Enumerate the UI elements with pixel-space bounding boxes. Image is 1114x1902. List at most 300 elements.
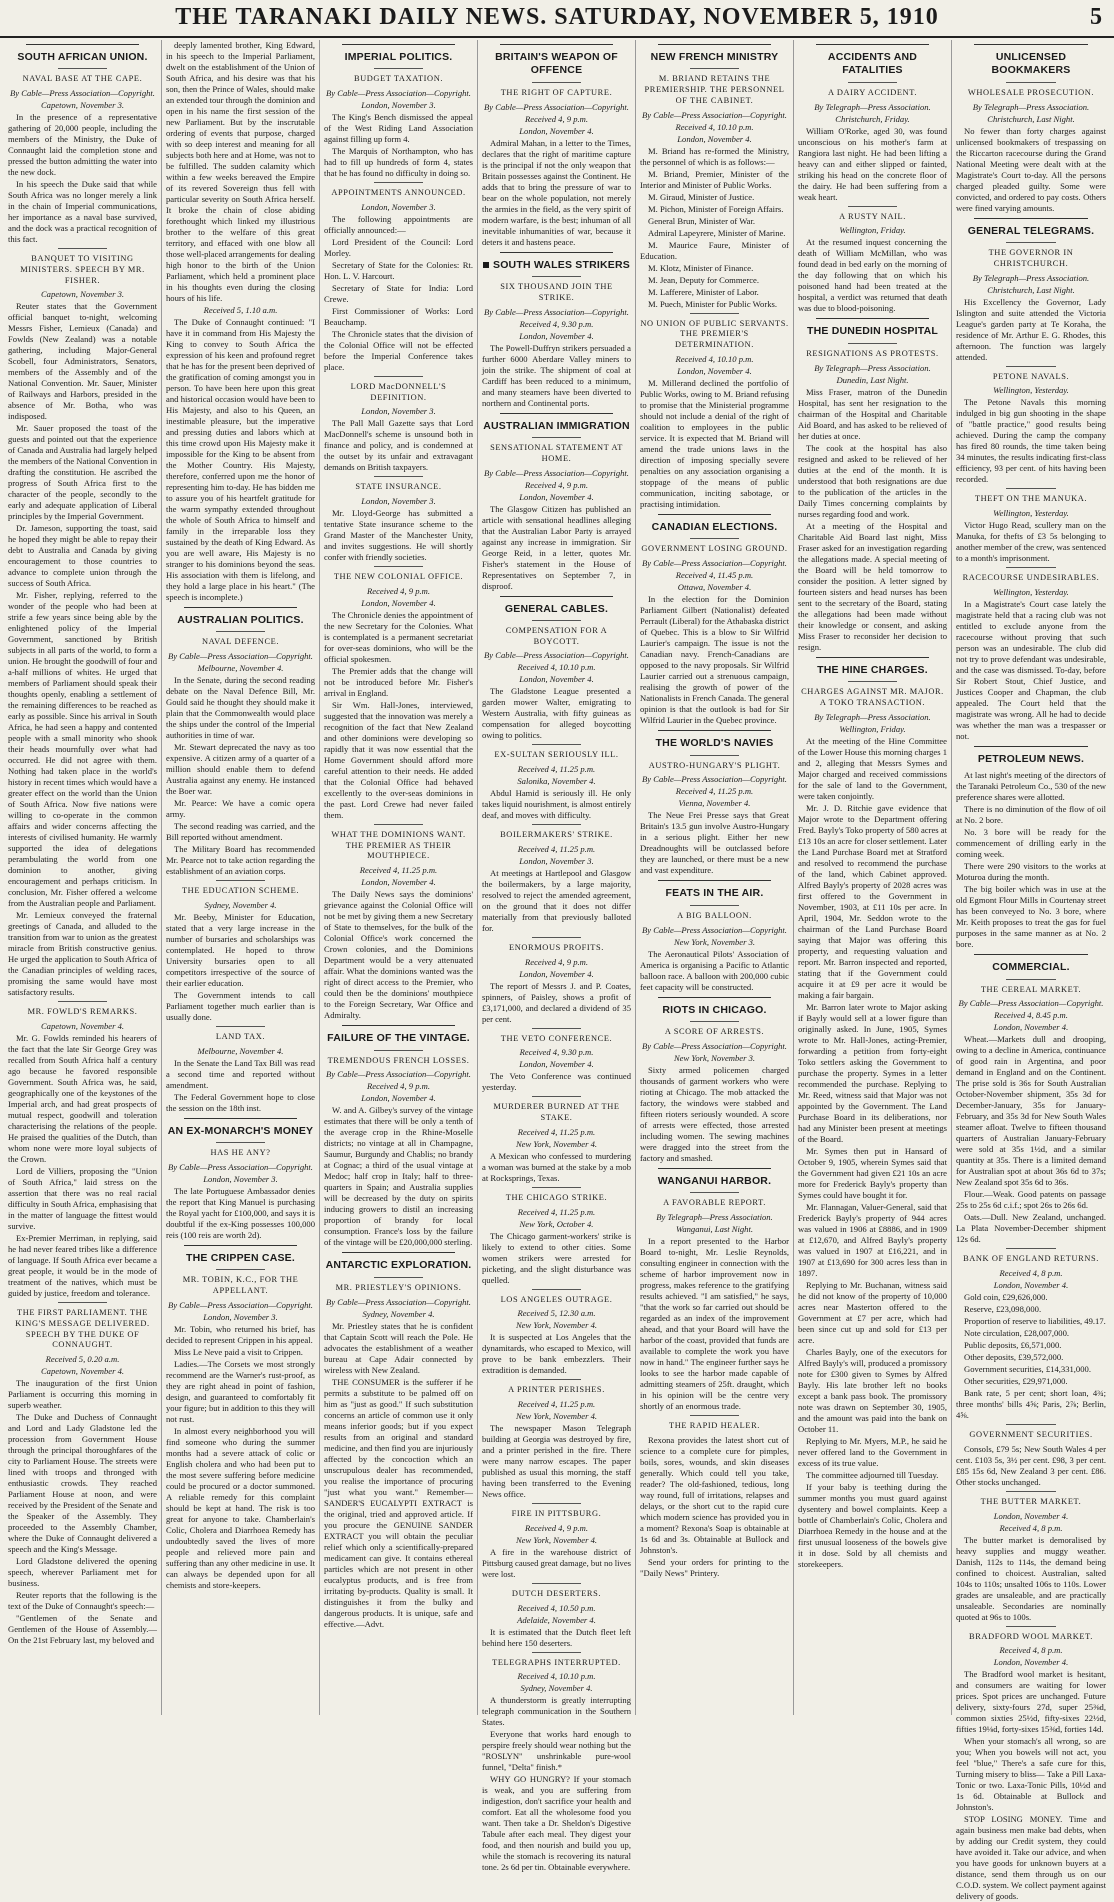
article-paragraph: In the Senate, during the second reading debate on the Naval Defence Bill, Mr. Gould said he thought they should make it plain that the Commonwealth would place the ships under the control of the Imperial authorities in time of war. (166, 675, 315, 741)
section-divider (342, 1252, 455, 1253)
article-subheading: THE EDUCATION SCHEME. (181, 886, 300, 896)
article-subheading: TELEGRAPHS INTERRUPTED. (492, 1657, 621, 1667)
article-subheading: LOS ANGELES OUTRAGE. (500, 1294, 613, 1304)
article (798, 206, 947, 315)
article (482, 413, 631, 592)
article-paragraph: When your stomach's all wrong, so are you; When you bowels will not act, you feel "blue," There's a safe cure for this, Turning misery to bliss— Take a Pill Laxa-Tonic or two. Laxa-Tonic Pills, 10½d and 1s 6d. Obtainable at Bullock and Johnston's. (956, 1736, 1106, 1813)
subhead-divider (374, 68, 423, 69)
subhead-divider (690, 1192, 739, 1193)
article-subheading: PETONE NAVALS. (992, 371, 1070, 381)
article-paragraph: Ex-Premier Merriman, in replying, said he had never feared tribes like a difference of language. If South Africa ever became a great people, it would be in the mode of treatment of the natives, which must be guided by justice, freedom and tolerance. (8, 1233, 157, 1299)
dateline: Vienna, November 4. (678, 798, 751, 809)
subhead-divider (216, 880, 265, 881)
dateline: Sydney, November 4. (520, 1683, 593, 1694)
article-subheading: THE RIGHT OF CAPTURE. (500, 87, 613, 97)
dateline: London, November 3. (519, 855, 594, 866)
dateline: Received 4, 9 p.m. (525, 1522, 588, 1533)
article-paragraph: The Veto Conference was continued yesterday. (482, 1071, 631, 1093)
article-paragraph: Mr. Sauer proposed the toast of the guests and pointed out that the experience of Canada and Australia had largely helped the members of the National Convention in drafting the constitution. He ascribed the progress of South Africa first to the character of the people, secondly to the early and adequate application of Liberal principles by the Imperial Government. (8, 423, 157, 522)
article-headline: AN EX-MONARCH'S MONEY (167, 1124, 314, 1137)
article-paragraph: No. 3 bore will be ready for the commencement of drilling early in the coming week. (956, 827, 1106, 860)
article-paragraph: At a meeting of the Hospital and Charitable Aid Board last night, Miss Fraser asked for an investigation regarding the allegations made. A special meeting of the Board will be held tomorrow to consider the position. A letter signed by fourteen sisters and head nurses has been sent to the secretary of the Board, stating the allegations had been made without their knowledge or consent, and asking Miss Fraser to reconsider her decision to resign. (798, 520, 947, 652)
article-subheading: MR. PRIESTLEY'S OPINIONS. (335, 1282, 462, 1292)
article (324, 1252, 473, 1629)
article-paragraph: Dr. Jameson, supporting the toast, said he hoped they might be able to repay their debt to Australia and Canada by giving encouragement to those countries to advance to complete union through the success of South Africa. (8, 523, 157, 589)
article-headline: THE DUNEDIN HOSPITAL (807, 325, 938, 338)
article-paragraph: Replying to Mr. Buchanan, witness said he did not know of the property of 10,000 acres near Masterton offered to the Government at £7 per acre, which had been since cut up and sold for £13 per acre. (798, 1279, 947, 1345)
article-paragraph: The Marquis of Northampton, who has had to fill up hundreds of form 4, states that he has found no difficulty in doing so. (324, 146, 473, 179)
article-paragraph: Oats.—Dull. New Zealand, unchanged. La Plata November-December shipment 12s 6d. (956, 1212, 1106, 1245)
dateline: Received 4, 8 p.m. (999, 1645, 1063, 1656)
section-divider (974, 746, 1088, 747)
article (798, 44, 947, 203)
article-paragraph: Flour.—Weak. Good patents on passage 25s to 25s 6d c.i.f.; spot 26s to 26s 6d. (956, 1189, 1106, 1211)
article-subheading: MURDERER BURNED AT THE STAKE. (493, 1102, 620, 1123)
dateline: New York, November 3. (673, 1052, 756, 1063)
subhead-divider (58, 248, 107, 249)
article-paragraph: The Powell-Duffryn strikers persuaded a further 6000 Aberdare Valley miners to join the strike. The shipment of coal at Cardiff has been reduced to a minimum, and many steamers have been diverted to northern and Continental ports. (482, 342, 631, 408)
article-paragraph: Public deposits, £6,571,000. (964, 1340, 1062, 1351)
dateline: London, November 3. (203, 1173, 278, 1184)
section-divider (658, 1168, 771, 1169)
article-paragraph: Secretary of State for the Colonies: Rt. Hon. L. V. Harcourt. (324, 259, 473, 281)
article (956, 218, 1106, 363)
article (956, 366, 1106, 486)
article (482, 1028, 631, 1094)
article-paragraph: Bank rate, 5 per cent; short loan, 4¾; three months' bills 4⅝; Paris, 2⅞; Berlin, 4⅝. (956, 1388, 1106, 1421)
article-paragraph: Mr. Beeby, Minister for Education, stated that a very large increase in the number of bursaries and scholarships was contemplated. He hoped to throw University bursaries open to all competitors irrespective of the source of their earlier education. (166, 911, 315, 988)
dateline: Received 4, 11.25 p.m. (517, 764, 596, 775)
article-subheading: DUTCH DESERTERS. (511, 1588, 602, 1598)
article (482, 252, 631, 409)
subhead-divider (532, 1379, 581, 1380)
article-paragraph: Mr. Flannagan, Valuer-General, said that Frederick Bayly's property of 944 acres was valued in 1906 at £8886, and in 1909 at £12,670, and Alfred Bayly's property was valued in 1907 at £16,221, and in 1907 at £13,690 for 300 acres less than in 1897. (798, 1201, 947, 1278)
article-paragraph: At meetings at Hartlepool and Glasgow the boilermakers, by a large majority, resolved to reject the amended agreement, on the ground that it does not differ materially from that previously balloted for. (482, 867, 631, 933)
page-number: 5 (1090, 4, 1102, 30)
dateline: Wellington, Friday. (839, 723, 906, 734)
article-paragraph: Everyone that works hard enough to perspire freely should wear nothing but the "ROSLYN" unshrinkable pure-wool funnel, "Delta" finish.* (482, 1729, 631, 1773)
section-divider (974, 44, 1088, 45)
article-paragraph: It is estimated that the Dutch fleet left behind here 150 deserters. (482, 1626, 631, 1648)
subhead-divider (690, 905, 739, 906)
subhead-divider (532, 824, 581, 825)
subhead-divider (216, 1026, 265, 1027)
article-headline: BRITAIN'S WEAPON OF OFFENCE (495, 51, 618, 77)
section-divider (342, 1025, 455, 1026)
article (324, 566, 473, 821)
column-7 (952, 40, 1110, 1902)
article-headline: ACCIDENTS AND FATALITIES (827, 51, 918, 77)
section-divider (974, 218, 1088, 219)
article-headline: FAILURE OF THE VINTAGE. (327, 1032, 470, 1045)
dateline: New York, November 4. (515, 1320, 598, 1331)
article-paragraph: The Government intends to call Parliament together much earlier than is usually done. (166, 989, 315, 1022)
dateline: By Cable—Press Association—Copyright. (642, 109, 787, 120)
article-paragraph: M. Maurice Faure, Minister of Education. (640, 239, 789, 261)
section-divider (184, 607, 297, 608)
dateline: By Cable—Press Association—Copyright. (326, 88, 471, 99)
article-paragraph: William O'Rorke, aged 30, was found unconscious on his mother's farm at Rangiora last night. He had been lifting a heavy can and either slipped or fainted, striking his head on the concrete floor of the dairy. He had been suffering from a weak heart. (798, 125, 947, 202)
article-paragraph: The cook at the hospital has also resigned and asked to be relieved of her duties at the end of the month. It is understood that both resignations are due to the publication of the articles in the Daily Times concerning complaints by nurses regarding food and work. (798, 442, 947, 519)
article-paragraph: THE CONSUMER is the sufferer if he permits a substitute to be palmed off on him as "just as good." If such substitution concerns an article of common use it only means inferior goods; but if you expect results from an original and standard medicine, and then find you are injuriously affected by the concoction which an unscrupulous dealer has recommended, you realise the importance of procuring "just what you want." Remember—SANDER'S EUCALYPTI EXTRACT is the original, tried and approved article. If you procure the GENUINE SANDER EXTRACT you will obtain the peculiar relief which only a scientifically-prepared medicament can give. It contains ethereal particles which are not present in other eucalyptus products, and is free from irritating by-products. Quality is small. It distinguishes it from the bulky and dangerous products. It is unique, safe and effective.—Advt. (324, 1376, 473, 1629)
dateline: London, November 4. (993, 1022, 1069, 1033)
article-paragraph: M. Briand, Premier, Minister of the Interior and Minister of Public Works. (640, 168, 789, 190)
article (324, 1025, 473, 1248)
article-paragraph: Lord President of the Council: Lord Morley. (324, 236, 473, 258)
dateline: Received 4, 10.10 p.m. (675, 121, 754, 132)
article-headline: THE HINE CHARGES. (817, 663, 928, 676)
article-subheading: CHARGES AGAINST MR. MAJOR. A TOKO TRANSACTION. (801, 687, 944, 707)
subhead-divider (58, 1001, 107, 1002)
dateline: Capetown, November 4. (40, 1021, 125, 1032)
article-subheading: THE NEW COLONIAL OFFICE. (333, 572, 464, 582)
article-subheading: M. BRIAND RETAINS THE PREMIERSHIP. THE PERSONNEL OF THE CABINET. (644, 74, 785, 105)
article-headline: IMPERIAL POLITICS. (344, 51, 453, 63)
column-5 (636, 40, 794, 1715)
subhead-divider (1006, 488, 1056, 489)
article-subheading: RESIGNATIONS AS PROTESTS. (806, 348, 939, 358)
article (324, 376, 473, 474)
dateline: London, November 3. (361, 201, 436, 212)
article-subheading: A RUSTY NAIL. (839, 211, 906, 221)
dateline: Received 4, 11.25 p.m. (675, 786, 754, 797)
dateline: New York, October 4. (519, 1218, 594, 1229)
dateline: By Telegraph—Press Association. (814, 711, 931, 722)
dateline: By Cable—Press Association—Copyright. (484, 650, 629, 661)
dateline: London, November 4. (361, 1093, 436, 1104)
article-subheading: GOVERNMENT SECURITIES. (969, 1430, 1093, 1440)
column-2 (162, 40, 320, 1715)
article-paragraph: The following appointments are officially announced:— (324, 213, 473, 235)
article-paragraph: Secretary of State for India: Lord Crewe. (324, 282, 473, 304)
subhead-divider (216, 631, 265, 632)
article-paragraph: In a Magistrate's Court case lately the magistrate held that a racing club was not entitled to exclude anyone from the racecourse without proving that such person was an undesirable. The club did not try to prove defendant was undesirable, and the case was dismissed. To-day, before Sir Robert Stout, Chief Justice, and Justices Cooper and Chapman, the club appealed. The Court held that the magistrate was wrong. All he had to decide was whether the man was a trespasser or not. (956, 598, 1106, 741)
dateline: Sydney, November 4. (362, 1308, 435, 1319)
dateline: London, November 4. (519, 674, 594, 685)
dateline: By Cable—Press Association—Copyright. (168, 1161, 313, 1172)
dateline: By Cable—Press Association—Copyright. (10, 88, 155, 99)
article-paragraph: At last night's meeting of the directors of the Taranaki Petroleum Co., 530 of the new preference shares were allotted. (956, 770, 1106, 803)
article-paragraph: The Chicago garment-workers' strike is likely to extend to other cities. Some women strikers were arrested for picketing, and the slight disturbance was quelled. (482, 1230, 631, 1285)
subhead-divider (848, 206, 897, 207)
dateline: Received 4, 10.50 p.m. (517, 1602, 596, 1613)
article-subheading: THE CEREAL MARKET. (980, 984, 1082, 994)
section-divider (184, 1245, 297, 1246)
subhead-divider (374, 182, 423, 183)
article (640, 313, 789, 510)
article-paragraph: Mr. Lloyd-George has submitted a tentative State insurance scheme to the Grand Master of the Manchester Unity, and invites suggestions. He will shortly confer with friendly societies. (324, 508, 473, 563)
dateline: Capetown, November 4. (40, 1366, 125, 1377)
article-paragraph: M. Briand has re-formed the Ministry, the personnel of which is as follows:— (640, 145, 789, 167)
article-subheading: SENSATIONAL STATEMENT AT HOME. (490, 443, 623, 463)
article-paragraph: M. Millerand declined the portfolio of Public Works, owing to M. Briand refusing to promise that the Ministerial programme should not include a denial of the right of coalition to employees in the public service. It is expected that M. Briand will amend the trade unions laws in the direction of imposing specially severe penalties on any association organising a stoppage of the means of public communication, inciting sabotage, or practising intimidation. (640, 377, 789, 509)
article (956, 1626, 1106, 1902)
dateline: New York, November 4. (515, 1138, 598, 1149)
article-paragraph: Rexona provides the latest short cut of science to a complete cure for pimples, boils, sores, wounds, and skin diseases generally. Which could tell you take, reader? The old-fashioned, tedious, long way round, full of irritations, relapses and delays, or the short cut to the rapid cure which modern science has provided you in a moment? Rexona's Soap is obtainable at 1s 6d and 3s. Obtainable at Bullock and Johnston's. (640, 1434, 789, 1555)
article-paragraph: Reuter states that the Government official banquet to-night, welcoming Messrs Fisher, Lemieux (Canada) and Fowlds (New Zealand) was a notable gathering, including Major-General Scobell, four Administrators, Senators, members of the Assembly and of the National Convention. Mr. Sauer, Minister of Railways and Harbors, presided in the absence of Mr. Botha, who was indisposed. (8, 301, 157, 422)
dateline: Received 4, 8.45 p.m. (994, 1010, 1068, 1021)
article-subheading: LAND TAX. (215, 1031, 266, 1041)
article-subheading: MR. TOBIN, K.C., FOR THE APPELLANT. (182, 1275, 299, 1296)
article (640, 1168, 789, 1412)
dateline: Received 4, 10.10 p.m. (517, 1671, 596, 1682)
subhead-divider (58, 1302, 107, 1303)
subhead-divider (532, 744, 581, 745)
article (8, 1302, 157, 1646)
column-4 (478, 40, 636, 1873)
dateline: Wanganui, Last Night. (675, 1223, 754, 1234)
dateline: Received 4, 11.25 p.m. (517, 1206, 596, 1217)
dateline: Received 4, 8 p.m. (999, 1522, 1063, 1533)
article-headline: THE WORLD'S NAVIES (655, 737, 774, 750)
article-paragraph: A thunderstorm is greatly interrupting telegraph communication in the Southern States. (482, 1695, 631, 1728)
article-paragraph: A fire in the warehouse district of Pittsburg caused great damage, but no lives were lost. (482, 1546, 632, 1579)
article-headline (482, 259, 631, 272)
subhead-divider (532, 620, 581, 621)
dateline: By Cable—Press Association—Copyright. (326, 1069, 471, 1080)
section-divider (500, 252, 613, 253)
article-subheading: APPOINTMENTS ANNOUNCED. (331, 188, 466, 198)
article-subheading: WHOLESALE PROSECUTION. (967, 87, 1095, 97)
subhead-divider (1006, 1626, 1056, 1627)
subhead-divider (690, 1021, 739, 1022)
article-paragraph: "Gentlemen of the Senate and Gentlemen of the House of Assembly.—On the 21st February last, my beloved and (8, 1613, 157, 1646)
article (798, 318, 947, 652)
article-paragraph: At the resumed inquest concerning the death of William McMillan, who was found dead in bed early on the morning of the day following that on which his poisoned hand had been treated at the hospital, a verdict was returned that death was due to blood-poisoning. (798, 237, 947, 314)
subhead-divider (216, 1142, 265, 1143)
article-paragraph: Lord de Villiers, proposing the "Union of South Africa," laid stress on the assertion that there was no real racial difficulty in South Africa, emphasising that in the matter of language the fittest would survive. (8, 1166, 157, 1232)
newspaper-masthead-title: THE TARANAKI DAILY NEWS. SATURDAY, NOVEMBER 5, 1910 (175, 4, 939, 30)
article (166, 607, 315, 877)
dateline: Christchurch, Last Night. (987, 113, 1075, 124)
article-paragraph: Mr. Barron later wrote to Major asking if Bayly would sell at a lower figure than originally asked. In June, 1905, Symes wrote to Mr. Hall-Jones, acting-Premier, forwarding a petition from forty-eight Toko settlers asking the Government to purchase the property. Symes in a letter recommended the purchase. Replying to Mr. Reed, witness said that Major was not appointed by the Government. The Land Purchase Board in its deliberations, nor had any Minister been present at meetings of the Board. (798, 1001, 947, 1144)
dateline: Received 4, 9.30 p.m. (519, 318, 594, 329)
article-paragraph: Sir Wm. Hall-Jones, interviewed, suggested that the innovation was merely a recognition of the fact that New Zealand and other dominions were developing so rapidly that it was now essential that the Home Government should afford more careful attention to their needs. He added that the Colonial Office had behaved excellently to the over-seas dominions in the past. Lord Crewe had never failed them. (324, 699, 473, 820)
article-subheading: A PRINTER PERISHES. (508, 1385, 605, 1395)
article-headline: RIOTS IN CHICAGO. (662, 1003, 767, 1016)
article-subheading: THE BUTTER MARKET. (980, 1496, 1082, 1506)
article-headline: GENERAL TELEGRAMS. (967, 224, 1095, 237)
article-paragraph: The big boiler which was in use at the old Egmont Flour Mills in Courtenay street has been conveyed to No. 3 bore, where Mr. Keith proposes to treat the gas for fuel purposes in the same manner as at No. 2 bore. (956, 884, 1106, 950)
subhead-divider (532, 82, 581, 83)
subhead-divider (848, 343, 897, 344)
dateline: Wellington, Friday. (839, 225, 906, 236)
article-paragraph: The Aeronautical Pilots' Association of America is organising a Pacific to Atlantic balloon race. A balloon with 200,000 cubic feet capacity will be constructed. (640, 948, 789, 992)
article-headline: SOUTH AFRICAN UNION. (17, 51, 148, 63)
article (956, 567, 1106, 742)
section-divider (500, 413, 613, 414)
dateline: Received 4, 9 p.m. (525, 113, 588, 124)
bullet-square-icon (483, 262, 489, 268)
article-headline: NEW FRENCH MINISTRY (650, 51, 779, 63)
subhead-divider (532, 1187, 581, 1188)
section-divider (500, 596, 613, 597)
dateline: Received 5, 0.20 a.m. (45, 1354, 120, 1365)
dateline: London, November 4. (519, 1059, 594, 1070)
article-paragraph: Mr. Stewart deprecated the navy as too expensive. A citizen army of a quarter of a million should enable them to defend Australia against any enemy. He instanced the Boer war. (166, 742, 315, 797)
dateline: Received 4, 11.25 p.m. (517, 1399, 596, 1410)
dateline: Wellington, Yesterday. (993, 586, 1069, 597)
article (640, 44, 789, 310)
dateline: Dunedin, Last Night. (836, 374, 909, 385)
article-paragraph: Sixty armed policemen charged thousands of garment workers who were rioting at Chicago. The mob attacked the factory, the windows were stabbed and fifteen rioters seriously wounded. A score of arrests were effected, those arrested including women. The sewing machines were dragged into the street from the factory and smashed. (640, 1064, 789, 1163)
article (482, 1289, 631, 1377)
article (956, 1248, 1106, 1421)
subhead-divider (532, 276, 581, 277)
article-paragraph: The Bradford wool market is hesitant, and consumers are waiting for lower prices. Spot prices are unchanged. Future delivery, sixty-fours 27d, super 25⅜d, common sixties 25½d, fifty-sixes 22½d, fifties 19⅛d, forty-sixes 15⅜d, forties 14d. (956, 1669, 1106, 1735)
article (956, 1491, 1106, 1623)
article-paragraph: The Daily News says the dominions' grievance against the Colonial Office will not be met by giving them a new Secretary of State to themselves, for the bulk of the Colonial Office's work concerned the Crown colonies, and the Dominions Department would be a very attenuated affair. What the dominions wanted was the right of direct access to the Premier, who could then be the dominions' mouthpiece to the Foreign Secretary, War Office and Admiralty. (324, 889, 473, 1021)
article-subheading: BOILERMAKERS' STRIKE. (500, 830, 613, 840)
article-subheading: THE FIRST PARLIAMENT. THE KING'S MESSAGE DELIVERED. SPEECH BY THE DUKE OF CONNAUGHT. (15, 1308, 150, 1350)
article-paragraph: Mr. Priestley states that he is confident that Captain Scott will reach the Pole. He advocates the establishment of a weather bureau at Cape Adair connected by wireless with New Zealand. (324, 1320, 473, 1375)
article (482, 44, 631, 248)
dateline: Wellington, Yesterday. (993, 385, 1069, 396)
article-paragraph: Admiral Mahan, in a letter to the Times, declares that the right of maritime capture is the principal if not the only weapon that Britain possesses against the Continent. He adds that to bring the pressure of war to bear on the whole population, not merely the armies in the field, as the very spirit of modern warfare, is the best; inhuman of all inevitable inhumanities of war, because it deters it and hastens peace. (482, 137, 631, 247)
dateline: Received 4, 11.25 p.m. (359, 865, 438, 876)
article-subheading: ENORMOUS PROFITS. (509, 942, 604, 952)
subhead-divider (374, 376, 423, 377)
article (166, 40, 315, 603)
article-subheading: STATE INSURANCE. (355, 482, 442, 492)
dateline: Melbourne, November 4. (197, 663, 284, 674)
article-paragraph: The Petone Navals this morning indulged in big gun shooting in the shape of "battle practice," good results being achieved. During the camp the company has fired 80 rounds, the time taken being 34 minutes, the results indicating first-class efficiency, 93 per cent. of hits having been recorded. (956, 397, 1106, 485)
article-paragraph: In a report presented to the Harbor Board to-night, Mr. Leslie Reynolds, consulting engineer in connection with the scheme of harbor improvement now in progress, makes reference to the gratifying results achieved. "I am satisfied," he says, "that the work so far carried out should be regarded as an index of the improvement ahead, and that your Board will have the harbor of the coast, provided that funds are available to complete the work you have now in hand." The engineer further says he looks to see the harbor made capable of admitting steamers of 25ft. draught, which in his opinion will be the centre very shortly of an enormous trade. (640, 1235, 789, 1411)
dateline: London, November 3. (203, 1311, 278, 1322)
article-paragraph: WHY GO HUNGRY? If your stomach is weak, and you are suffering from indigestion, don't sacrifice your health and comfort. Eat all the wholesome food you want. Then take a Dr. Sheldon's Digestive Tabule after each meal. They digest your food, and then nourish and build you up, while the stomach is recovering its natural tone. 2s 6d per tin. Obtainable everywhere. (482, 1774, 631, 1873)
article-paragraph: The second reading was carried, and the Bill reported without amendment. (166, 821, 315, 843)
section-divider (658, 880, 771, 881)
dateline: Received 4, 11.25 p.m. (517, 843, 596, 854)
dateline: Received 4, 10.10 p.m. (517, 662, 596, 673)
section-divider (26, 44, 139, 45)
article (324, 44, 473, 179)
newspaper-columns (4, 40, 1110, 1902)
article (482, 596, 631, 742)
article-paragraph: M. Pichon, Minister of Foreign Affairs. (648, 203, 784, 214)
article-subheading: AUSTRO-HUNGARY'S PLIGHT. (648, 760, 781, 770)
dateline: Received 4, 11.25 p.m. (517, 1126, 596, 1137)
article-subheading: BANK OF ENGLAND RETURNS. (963, 1254, 1099, 1264)
dateline: London, November 4. (519, 491, 594, 502)
article-paragraph: The butter market is demoralised by heavy supplies and muggy weather. Danish, 112s to 114s, the demand being confined to choicest. Australian, salted 104s to 110s; unsalted 106s to 110s. Lower grades are unsaleable, and are practically unsaleable. Secondaries are nominally quoted at 96s to 100s. (956, 1534, 1106, 1622)
dateline: Capetown, November 3. (40, 100, 125, 111)
article (166, 880, 315, 1023)
article-paragraph: Mr. Tobin, who returned his brief, has decided to represent Crippen in his appeal. (166, 1323, 315, 1345)
subhead-divider (532, 437, 581, 438)
dateline: London, November 4. (519, 330, 594, 341)
subhead-divider (216, 1269, 265, 1270)
subhead-divider (58, 68, 107, 69)
article (166, 1118, 315, 1241)
dateline: London, November 4. (361, 597, 436, 608)
article (956, 746, 1106, 950)
article-subheading: THE RAPID HEALER. (669, 1420, 760, 1430)
subhead-divider (1006, 366, 1056, 367)
subhead-divider (374, 1050, 423, 1051)
article-subheading: A DAIRY ACCIDENT. (827, 87, 918, 97)
article-subheading: TREMENDOUS FRENCH LOSSES. (327, 1055, 470, 1065)
article-subheading: GOVERNMENT LOSING GROUND. (641, 544, 788, 554)
article-paragraph: Ladies.—The Corsets we most strongly recommend are the Warner's rust-proof, as they are right ahead in point of fashion, design, and guaranteed to comfortably fit your figure; but in addition to this they will not rust. (166, 1358, 315, 1424)
article-paragraph: STOP LOSING MONEY. Time and again business men make bad debts, when by adding our Credit system, they could have avoided it. Take our advice, and when you have goods for unknown buyers at a distance, send them through us on our C.O.D. system. We collect payment against delivery of goods. (956, 1814, 1106, 1902)
article (640, 997, 789, 1164)
article-paragraph: Mr. G. Fowlds reminded his hearers of the fact that the late Sir George Grey was recalled from South Africa half a century ago because he favored responsible Government. South Africa was, he said, geographically one of the keystones of the Imperial arch, and had great prospects of mutual respect, goodwill and toleration characterising the relations of the people. He praised the qualities of the Dutch, than whom none were more loyal subjects of the Crown. (8, 1033, 157, 1165)
dateline: London, November 4. (361, 877, 436, 888)
article (798, 657, 947, 1570)
article-paragraph: In the Senate the Land Tax Bill was read a second time and reported without amendment. (166, 1057, 315, 1090)
dateline: Sydney, November 4. (204, 899, 277, 910)
dateline: By Cable—Press Association—Copyright. (484, 101, 629, 112)
article-paragraph: Mr. Lemieux conveyed the fraternal greetings of Canada, and alluded to the transition from war to union as the greatest miracle from British constructive genius. He urged the application to South Africa of the Canadian principles of welding races, promising the same would have most satisfactory results. (8, 910, 157, 998)
article-paragraph: At the meeting of the Hine Committee of the Lower House this morning charges 1 and 2, alleging that Messrs Symes and Major charged and received commissions for the sale of land to the Government, were taken conjointly. (798, 735, 948, 801)
article (8, 44, 157, 245)
subhead-divider (690, 755, 739, 756)
article-paragraph: In almost every neighborhood you will find someone who during the summer months had a severe attack of colic or English cholera and who had been put to the most severe suffering before medicine could be procured or a doctor summoned. A reliable remedy for this complaint should be kept at hand. The risk is too great for anyone to take. Chamberlain's Colic, Cholera and Diarrhoea Remedy has undoubtedly saved the lives of more people and relieved more pain and suffering than any other medicine in use. It can always be depended upon for all chemists and store-keepers. (166, 1425, 315, 1590)
article-paragraph: Gold coin, £29,626,000. (964, 1292, 1048, 1303)
article (8, 1001, 157, 1299)
dateline: By Cable—Press Association—Copyright. (168, 651, 313, 662)
dateline: By Cable—Press Association—Copyright. (642, 1040, 787, 1051)
article-headline: ANTARCTIC EXPLORATION. (325, 1259, 472, 1272)
dateline: Received 4, 8 p.m. (999, 1268, 1063, 1279)
article-paragraph: The Neue Frei Presse says that Great Britain's 13.5 gun involve Austro-Hungary in a serious plight. Either her new Dreadnoughts will be outclassed before they are launched, or there must be a new and vast expenditure. (640, 810, 789, 876)
subhead-divider (374, 1277, 423, 1278)
dateline: By Cable—Press Association—Copyright. (484, 467, 629, 478)
article-paragraph: deeply lamented brother, King Edward, in his speech to the Imperial Parliament, dwelt on the establishment of the Union of South Africa, and his desire was that his son, then the Prince of Wales, should make an extended tour through the dominion and open in his name the first session of the new Parliament. But by the inscrutable ordering of events that purpose, charged with so deep interest and meaning for all subjects both here and at Home, was not to be fulfilled. The sudden calamity which within a few weeks bereaved the Empire of its revered Sovereign thus fell with particular severity on South Africa herself. It broke the chain of close abiding forethought which linked my illustrious brother to the welfare of this great territory, and effaced with one blow all those well-placed arrangements for dealing high honor to the birth of the Union Parliament, which held a prominent place in his thoughts even during the closing hours of his life. (166, 40, 315, 303)
dateline: Capetown, November 3. (40, 289, 125, 300)
article-subheading: SIX THOUSAND JOIN THE STRIKE. (500, 282, 613, 302)
article-paragraph: Send your orders for printing to the "Daily News" Printery. (640, 1556, 789, 1578)
column-3 (320, 40, 478, 1715)
article-paragraph: Replying to Mr. Myers, M.P., he said he never offered land to the Government in excess of its true value. (798, 1435, 947, 1468)
dateline: Christchurch, Friday. (835, 113, 910, 124)
article (956, 44, 1106, 214)
article-headline: PETROLEUM NEWS. (977, 752, 1085, 765)
subhead-divider (374, 566, 423, 567)
article-paragraph: M. Puech, Minister for Public Works. (648, 298, 778, 309)
article-headline: UNLICENSED BOOKMAKERS (991, 51, 1071, 77)
subhead-divider (532, 937, 581, 938)
article-subheading: FIRE IN PITTSBURG. (511, 1509, 602, 1519)
article-subheading: RACECOURSE UNDESIRABLES. (962, 573, 1100, 583)
dateline: New York, November 4. (515, 1411, 598, 1422)
column-1 (4, 40, 162, 1715)
subhead-divider (532, 1096, 581, 1097)
article (324, 824, 473, 1021)
article-paragraph: Other deposits, £39,572,000. (964, 1352, 1064, 1363)
dateline: London, November 4. (993, 1280, 1069, 1291)
dateline: London, November 4. (519, 125, 594, 136)
article-paragraph: The late Portuguese Ambassador denies the report that King Manuel is purchasing the Royal yacht for £100,000, and says it is doubtful if the ex-King possesses 100,000 reis (100 reis are worth 2d). (166, 1185, 315, 1240)
article-paragraph: M. Jean, Deputy for Commerce. (648, 274, 759, 285)
dateline: New York, November 3. (673, 936, 756, 947)
article-subheading: HAS HE ANY? (210, 1148, 271, 1158)
article-paragraph: The committee adjourned till Tuesday. (806, 1469, 939, 1480)
dateline: London, November 4. (993, 1657, 1069, 1668)
dateline: By Telegraph—Press Association. (972, 101, 1090, 112)
article-headline: WANGANUI HARBOR. (657, 1174, 772, 1187)
section-divider (658, 44, 771, 45)
subhead-divider (532, 1028, 581, 1029)
subhead-divider (532, 1503, 581, 1504)
article-subheading: EX-SULTAN SERIOUSLY ILL. (494, 750, 619, 760)
article-subheading: A FAVORABLE REPORT. (663, 1198, 766, 1208)
dateline: Melbourne, November 4. (197, 1045, 284, 1056)
article-paragraph: The King's Bench dismissed the appeal of the West Riding Land Association against filling up form 4. (324, 112, 473, 145)
article-paragraph: There were 290 visitors to the works at Moturoa during the month. (956, 861, 1106, 883)
article-paragraph: The Duke and Duchess of Connaught and Lord and Lady Gladstone led the procession from Government House through the principal thoroughfares of the city to Parliament House. The streets were lined with troops and thronged with enthusiastic crowds. They reached Parliament House at noon, and were received by the President of the Senate and the Speaker of the Assembly. They proceeded to the Assembly Chamber, where the Duke of Connaught delivered a speech and the King's Message. (8, 1412, 157, 1555)
